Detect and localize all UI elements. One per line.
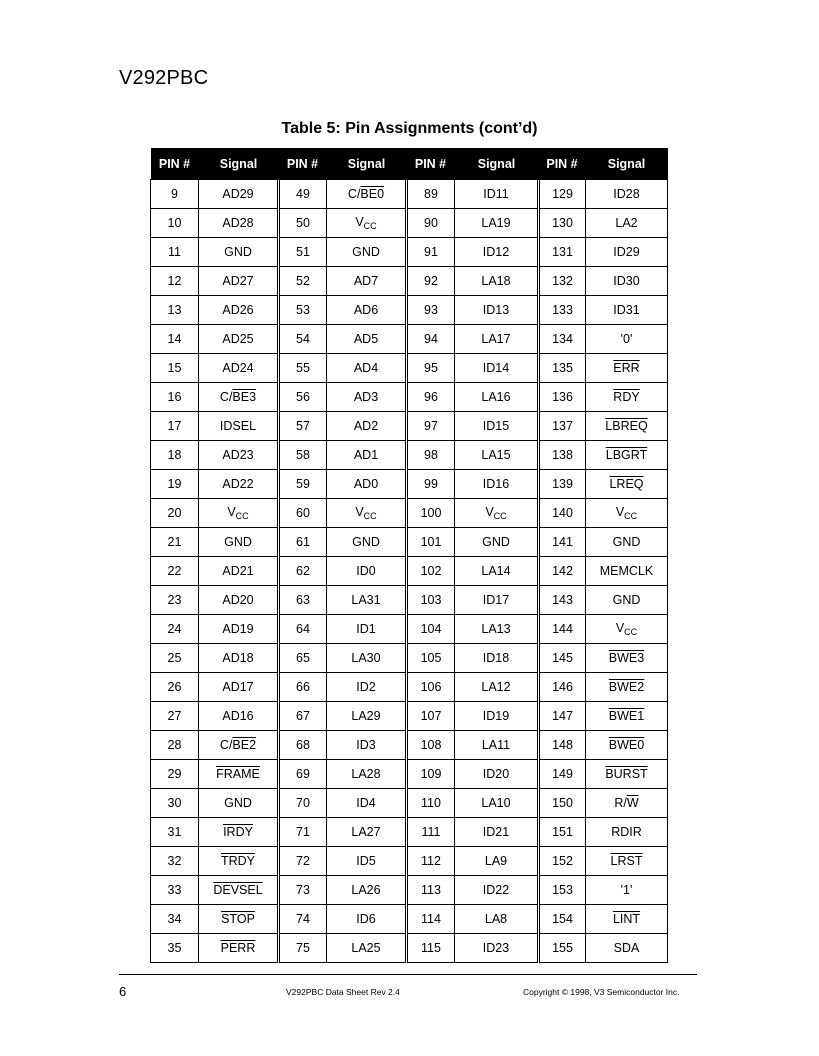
pin-number-cell: 26 [151,673,199,702]
pin-number-cell: 97 [407,412,455,441]
pin-number-cell: 136 [539,383,586,412]
pin-number-cell: 155 [539,934,586,963]
pin-number-cell: 102 [407,557,455,586]
pin-number-cell: 24 [151,615,199,644]
pin-number-cell: 31 [151,818,199,847]
signal-cell: AD5 [327,325,407,354]
pin-number-cell: 32 [151,847,199,876]
table-row [151,383,668,412]
signal-cell: AD1 [327,441,407,470]
signal-cell [199,818,279,847]
pin-number-cell: 10 [151,209,199,238]
signal-cell [199,731,279,760]
signal-cell: ID22 [455,876,539,905]
col-header: Signal [586,148,668,180]
pin-number-cell: 66 [279,673,327,702]
pin-assignments-table [150,148,668,963]
col-header: Signal [455,148,539,180]
signal-active-low: BWE2 [608,680,645,694]
pin-number-cell: 56 [279,383,327,412]
table-caption: Table 5: Pin Assignments (cont’d) [281,120,538,137]
signal-cell [199,905,279,934]
col-header: PIN # [407,148,455,180]
pin-number-cell: 30 [151,789,199,818]
pin-number-cell: 69 [279,760,327,789]
table-row [151,412,668,441]
pin-number-cell: 25 [151,644,199,673]
pin-number-cell: 13 [151,296,199,325]
pin-number-cell: 147 [539,702,586,731]
table-row [151,528,668,557]
pin-number-cell: 19 [151,470,199,499]
table-row [151,325,668,354]
signal-cell [586,789,668,818]
signal-cell: ID21 [455,818,539,847]
signal-cell: AD4 [327,354,407,383]
pin-number-cell: 59 [279,470,327,499]
pin-number-cell: 115 [407,934,455,963]
signal-cell: ID29 [586,238,668,267]
pin-number-cell: 133 [539,296,586,325]
pin-number-cell: 71 [279,818,327,847]
signal-cell: ID0 [327,557,407,586]
pin-number-cell: 58 [279,441,327,470]
pin-number-cell: 129 [539,180,586,209]
signal-active-low: LREQ [609,477,644,491]
signal-cell: AD19 [199,615,279,644]
signal-cell: AD23 [199,441,279,470]
pin-number-cell: 20 [151,499,199,528]
pin-number-cell: 112 [407,847,455,876]
signal-cell [199,934,279,963]
signal-cell: AD25 [199,325,279,354]
signal-cell: AD2 [327,412,407,441]
col-header: PIN # [151,148,199,180]
table-row [151,557,668,586]
signal-cell: LA29 [327,702,407,731]
pin-number-cell: 152 [539,847,586,876]
signal-cell [586,644,668,673]
signal-cell [199,383,279,412]
pin-number-cell: 110 [407,789,455,818]
signal-cell [586,760,668,789]
signal-cell: AD24 [199,354,279,383]
pin-number-cell: 49 [279,180,327,209]
table-row [151,615,668,644]
signal-prefix: V [355,505,364,519]
signal-cell: AD17 [199,673,279,702]
pin-number-cell: 137 [539,412,586,441]
footer-copyright: Copyright © 1998, V3 Semiconductor Inc. [523,987,680,997]
signal-prefix: C/ [219,390,233,404]
signal-cell: ID1 [327,615,407,644]
signal-cell: ID30 [586,267,668,296]
signal-cell: ID20 [455,760,539,789]
signal-active-low: BE0 [360,187,385,201]
table-row [151,586,668,615]
signal-cell [586,702,668,731]
pin-number-cell: 64 [279,615,327,644]
signal-cell: AD27 [199,267,279,296]
pin-number-cell: 55 [279,354,327,383]
signal-cell [327,209,407,238]
signal-cell: LA14 [455,557,539,586]
signal-cell [455,499,539,528]
signal-cell: ID3 [327,731,407,760]
pin-number-cell: 109 [407,760,455,789]
pin-number-cell: 101 [407,528,455,557]
signal-cell: LA9 [455,847,539,876]
signal-active-low: $\overline{W}$ [626,796,639,810]
pin-number-cell: 51 [279,238,327,267]
signal-prefix: R/ [614,796,627,810]
pin-number-cell: 144 [539,615,586,644]
signal-cell: AD22 [199,470,279,499]
signal-cell: LA28 [327,760,407,789]
signal-prefix: V [485,505,494,519]
table-row [151,209,668,238]
signal-cell: ID11 [455,180,539,209]
signal-cell: GND [199,238,279,267]
table-row [151,644,668,673]
col-header: Signal [327,148,407,180]
pin-number-cell: 93 [407,296,455,325]
signal-active-low: BE3 [232,390,257,404]
signal-cell: '1' [586,876,668,905]
pin-number-cell: 53 [279,296,327,325]
signal-cell: ID15 [455,412,539,441]
table-row [151,441,668,470]
signal-cell [586,905,668,934]
signal-cell: MEMCLK [586,557,668,586]
pin-number-cell: 50 [279,209,327,238]
signal-cell: AD21 [199,557,279,586]
signal-cell [586,499,668,528]
signal-cell: LA19 [455,209,539,238]
pin-number-cell: 29 [151,760,199,789]
pin-number-cell: 135 [539,354,586,383]
signal-cell: ID18 [455,644,539,673]
pin-number-cell: 89 [407,180,455,209]
pin-number-cell: 21 [151,528,199,557]
signal-cell: ID31 [586,296,668,325]
signal-cell: GND [586,586,668,615]
pin-number-cell: 15 [151,354,199,383]
signal-cell: LA15 [455,441,539,470]
footer-doc-title: V292PBC Data Sheet Rev 2.4 [286,987,400,997]
signal-cell: ID12 [455,238,539,267]
page-number: 6 [119,984,127,999]
table-row [151,470,668,499]
pin-number-cell: 92 [407,267,455,296]
signal-cell: AD18 [199,644,279,673]
pin-number-cell: 111 [407,818,455,847]
pin-number-cell: 18 [151,441,199,470]
signal-cell: GND [327,528,407,557]
table-row [151,702,668,731]
signal-active-low: PERR [220,941,256,955]
pin-number-cell: 68 [279,731,327,760]
signal-cell: ID19 [455,702,539,731]
signal-active-low: LBGRT [605,448,648,462]
pin-number-cell: 62 [279,557,327,586]
signal-cell: LA31 [327,586,407,615]
pin-number-cell: 73 [279,876,327,905]
pin-number-cell: 146 [539,673,586,702]
col-header: Signal [199,148,279,180]
pin-number-cell: 148 [539,731,586,760]
signal-cell: IDSEL [199,412,279,441]
signal-active-low: $\overline{RDY}$ [613,390,640,404]
pin-number-cell: 27 [151,702,199,731]
pin-number-cell: 70 [279,789,327,818]
pin-number-cell: 105 [407,644,455,673]
signal-cell: GND [327,238,407,267]
table-row [151,296,668,325]
signal-cell: GND [199,528,279,557]
table-row [151,499,668,528]
signal-subscript: CC [363,511,377,521]
signal-cell: LA27 [327,818,407,847]
pin-number-cell: 22 [151,557,199,586]
signal-cell [199,499,279,528]
signal-active-low: STOP [221,912,255,926]
signal-subscript: CC [493,511,507,521]
signal-cell: GND [586,528,668,557]
signal-cell: '0' [586,325,668,354]
signal-cell: LA26 [327,876,407,905]
table-row [151,818,668,847]
signal-active-low: DEVSEL [213,883,263,897]
pin-number-cell: 138 [539,441,586,470]
table-row [151,731,668,760]
pin-number-cell: 150 [539,789,586,818]
signal-cell: AD16 [199,702,279,731]
pin-number-cell: 23 [151,586,199,615]
pin-number-cell: 134 [539,325,586,354]
pin-number-cell: 74 [279,905,327,934]
table-row [151,267,668,296]
signal-subscript: CC [235,511,249,521]
table-row [151,354,668,383]
pin-number-cell: 113 [407,876,455,905]
pin-number-cell: 98 [407,441,455,470]
pin-number-cell: 63 [279,586,327,615]
pin-number-cell: 103 [407,586,455,615]
signal-cell: LA18 [455,267,539,296]
footer-divider [119,974,697,975]
signal-cell [327,180,407,209]
pin-number-cell: 9 [151,180,199,209]
signal-cell: ID28 [586,180,668,209]
signal-cell [586,441,668,470]
signal-prefix: V [615,621,625,635]
signal-cell: LA8 [455,905,539,934]
signal-active-low: BE2 [232,738,257,752]
signal-subscript: CC [624,511,638,521]
signal-cell: LA11 [455,731,539,760]
signal-cell [586,383,668,412]
pin-number-cell: 11 [151,238,199,267]
signal-cell: GND [199,789,279,818]
signal-cell: GND [455,528,539,557]
signal-active-low: TRDY [220,854,256,868]
signal-cell: RDIR [586,818,668,847]
table-row [151,673,668,702]
signal-cell [586,470,668,499]
pin-number-cell: 141 [539,528,586,557]
pin-number-cell: 99 [407,470,455,499]
signal-cell: LA13 [455,615,539,644]
table-row [151,238,668,267]
pin-number-cell: 28 [151,731,199,760]
signal-cell [586,615,668,644]
signal-cell: ID13 [455,296,539,325]
table-row [151,934,668,963]
pin-number-cell: 95 [407,354,455,383]
signal-active-low: $\overline{ERR}$ [613,361,640,375]
pin-number-cell: 151 [539,818,586,847]
signal-active-low: BWE3 [608,651,645,665]
pin-number-cell: 145 [539,644,586,673]
signal-cell: LA2 [586,209,668,238]
signal-cell: SDA [586,934,668,963]
signal-cell: AD6 [327,296,407,325]
signal-cell: AD20 [199,586,279,615]
pin-number-cell: 12 [151,267,199,296]
pin-number-cell: 139 [539,470,586,499]
table-row [151,876,668,905]
signal-active-low: BWE1 [608,709,645,723]
pin-number-cell: 33 [151,876,199,905]
signal-subscript: CC [624,627,638,637]
signal-cell: LA30 [327,644,407,673]
signal-cell: AD7 [327,267,407,296]
table-row [151,789,668,818]
signal-active-low: FRAME [216,767,260,781]
pin-number-cell: 16 [151,383,199,412]
table-row [151,760,668,789]
pin-number-cell: 35 [151,934,199,963]
pin-number-cell: 153 [539,876,586,905]
pin-number-cell: 60 [279,499,327,528]
pin-number-cell: 106 [407,673,455,702]
pin-number-cell: 54 [279,325,327,354]
pin-number-cell: 34 [151,905,199,934]
pin-number-cell: 65 [279,644,327,673]
table-row [151,847,668,876]
signal-prefix: C/ [219,738,233,752]
pin-number-cell: 107 [407,702,455,731]
pin-number-cell: 61 [279,528,327,557]
signal-cell: LA12 [455,673,539,702]
pin-number-cell: 131 [539,238,586,267]
document-header: V292PBC [119,67,209,89]
signal-cell: AD26 [199,296,279,325]
signal-cell: ID5 [327,847,407,876]
pin-number-cell: 104 [407,615,455,644]
signal-cell: AD3 [327,383,407,412]
signal-cell: LA25 [327,934,407,963]
table-body [151,180,668,963]
pin-number-cell: 108 [407,731,455,760]
pin-number-cell: 90 [407,209,455,238]
signal-active-low: BWE0 [608,738,645,752]
table-header-row [151,148,668,180]
col-header: PIN # [539,148,586,180]
col-header: PIN # [279,148,327,180]
pin-number-cell: 142 [539,557,586,586]
signal-cell [586,412,668,441]
signal-cell: ID4 [327,789,407,818]
signal-active-low: LRST [610,854,643,868]
signal-cell [586,354,668,383]
signal-cell [327,499,407,528]
signal-cell: ID2 [327,673,407,702]
signal-cell [586,673,668,702]
signal-cell: LA16 [455,383,539,412]
signal-prefix: V [227,505,236,519]
signal-cell: LA17 [455,325,539,354]
table-row [151,905,668,934]
pin-number-cell: 17 [151,412,199,441]
pin-number-cell: 140 [539,499,586,528]
signal-cell: ID6 [327,905,407,934]
pin-number-cell: 94 [407,325,455,354]
signal-active-low: IRDY [223,825,253,839]
pin-number-cell: 149 [539,760,586,789]
pin-number-cell: 91 [407,238,455,267]
pin-number-cell: 75 [279,934,327,963]
signal-prefix: C/ [347,187,361,201]
signal-prefix: V [615,505,625,519]
signal-cell [199,847,279,876]
signal-cell: ID16 [455,470,539,499]
pin-number-cell: 154 [539,905,586,934]
signal-cell: ID17 [455,586,539,615]
table-row [151,180,668,209]
pin-number-cell: 52 [279,267,327,296]
signal-cell [199,876,279,905]
signal-active-low: LINT [612,912,641,926]
pin-number-cell: 67 [279,702,327,731]
pin-number-cell: 100 [407,499,455,528]
signal-subscript: CC [363,221,377,231]
pin-number-cell: 96 [407,383,455,412]
pin-number-cell: 14 [151,325,199,354]
pin-number-cell: 143 [539,586,586,615]
signal-cell: AD29 [199,180,279,209]
pin-number-cell: 57 [279,412,327,441]
signal-prefix: V [355,215,364,229]
signal-cell: ID23 [455,934,539,963]
pin-number-cell: 130 [539,209,586,238]
signal-cell [199,760,279,789]
signal-cell [586,847,668,876]
signal-cell: LA10 [455,789,539,818]
signal-cell [586,731,668,760]
pin-number-cell: 114 [407,905,455,934]
signal-active-low: BURST [605,767,648,781]
signal-cell: AD28 [199,209,279,238]
signal-cell: AD0 [327,470,407,499]
signal-cell: ID14 [455,354,539,383]
signal-active-low: LBREQ [605,419,648,433]
pin-number-cell: 132 [539,267,586,296]
pin-number-cell: 72 [279,847,327,876]
